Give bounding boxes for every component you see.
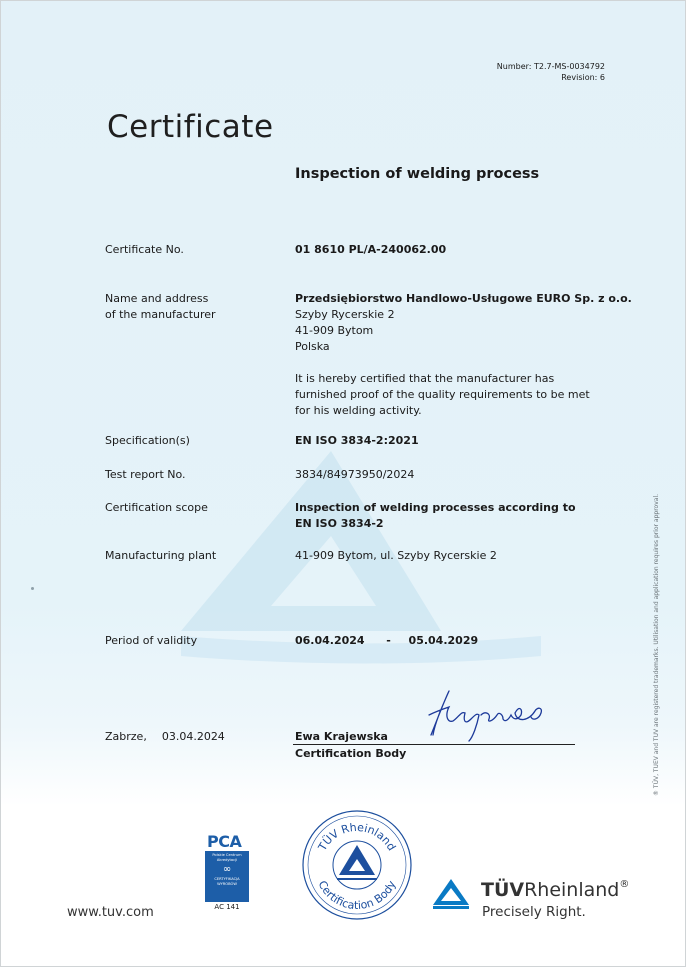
- stamp-bottom-text: Certification Body: [315, 878, 399, 913]
- document-number-block: [497, 61, 605, 83]
- revision-number: Revision: 6: [561, 73, 605, 82]
- pca-accreditation-logo: [205, 832, 249, 902]
- manufacturer-address: [295, 291, 632, 355]
- stamp-top-text: TÜV Rheinland: [315, 820, 399, 854]
- certificate-title: Certificate: [107, 109, 274, 145]
- brand-rheinland: Rheinland: [524, 879, 620, 901]
- specification-label: Specification(s): [105, 434, 190, 447]
- scope-line1: Inspection of welding processes according to: [295, 501, 576, 514]
- pca-line-2: Akredytacji: [216, 858, 238, 862]
- issue-date: 03.04.2024: [161, 730, 225, 743]
- handwritten-signature: [419, 685, 559, 745]
- scope-line2: EN ISO 3834-2: [295, 517, 384, 530]
- pca-line-1: Polskie Centrum: [212, 853, 242, 857]
- brand-tuv: TÜV: [481, 879, 525, 901]
- tuv-brand-name: [481, 879, 629, 901]
- trademark-side-text: ® TÜV, TUEV and TUV are registered trademarks. Utilisation and application requires prior approval.: [653, 493, 660, 796]
- pca-line-4: WYROBÓW: [217, 882, 237, 886]
- validity-value: [295, 633, 478, 649]
- statement-line2: furnished proof of the quality requirements to be met: [295, 388, 590, 401]
- pca-line-3: CERTYFIKACJA: [214, 877, 240, 881]
- validity-from: 06.04.2024: [295, 634, 365, 647]
- manufacturer-label: [105, 291, 216, 323]
- certification-statement: [295, 371, 590, 419]
- issue-place: Zabrze,: [105, 730, 147, 743]
- certification-scope-label: Certification scope: [105, 501, 208, 514]
- cert-no-label: Certificate No.: [105, 243, 184, 256]
- validity-dash: -: [386, 634, 391, 647]
- manufacturing-plant-label: Manufacturing plant: [105, 549, 217, 562]
- manufacturer-name: Przedsiębiorstwo Handlowo-Usługowe EURO Sp. z o.o.: [295, 292, 632, 305]
- pca-logo-text: PCA: [207, 832, 242, 851]
- signer-role: Certification Body: [295, 747, 407, 760]
- validity-label: Period of validity: [105, 634, 198, 647]
- trademark-side-note: [643, 491, 660, 801]
- svg-text:Certification Body: [315, 878, 398, 912]
- statement-line1: It is hereby certified that the manufacturer has: [295, 372, 555, 385]
- certification-body-stamp: [301, 809, 413, 921]
- issue-place-date: [105, 729, 225, 745]
- specification-value: EN ISO 3834-2:2021: [295, 434, 419, 447]
- pca-badge: [205, 851, 249, 902]
- manufacturer-label-line1: Name and address: [105, 292, 209, 305]
- cert-no-value: 01 8610 PL/A-240062.00: [295, 243, 447, 256]
- stray-mark: [31, 587, 34, 590]
- signer-name: Ewa Krajewska: [295, 730, 388, 743]
- address-line2: 41-909 Bytom: [295, 324, 374, 337]
- document-number: Number: T2.7-MS-0034792: [496, 62, 605, 71]
- tuv-triangle-icon: [433, 879, 469, 909]
- address-line3: Polska: [295, 340, 330, 353]
- validity-to: 05.04.2029: [408, 634, 479, 647]
- certificate-subtitle: Inspection of welding process: [295, 166, 540, 182]
- brand-registered: ®: [619, 879, 630, 890]
- test-report-value: 3834/84973950/2024: [295, 468, 415, 481]
- manufacturing-plant-value: 41-909 Bytom, ul. Szyby Rycerskie 2: [295, 549, 497, 562]
- manufacturer-label-line2: of the manufacturer: [105, 308, 216, 321]
- pca-accreditation-code: AC 141: [214, 903, 240, 911]
- website-link[interactable]: www.tuv.com: [67, 905, 154, 920]
- pca-symbol-icon: ∞: [222, 864, 232, 875]
- address-line1: Szyby Rycerskie 2: [295, 308, 395, 321]
- brand-tagline: Precisely Right.: [482, 904, 586, 920]
- statement-line3: for his welding activity.: [295, 404, 422, 417]
- certification-scope-value: [295, 500, 576, 532]
- test-report-label: Test report No.: [105, 468, 186, 481]
